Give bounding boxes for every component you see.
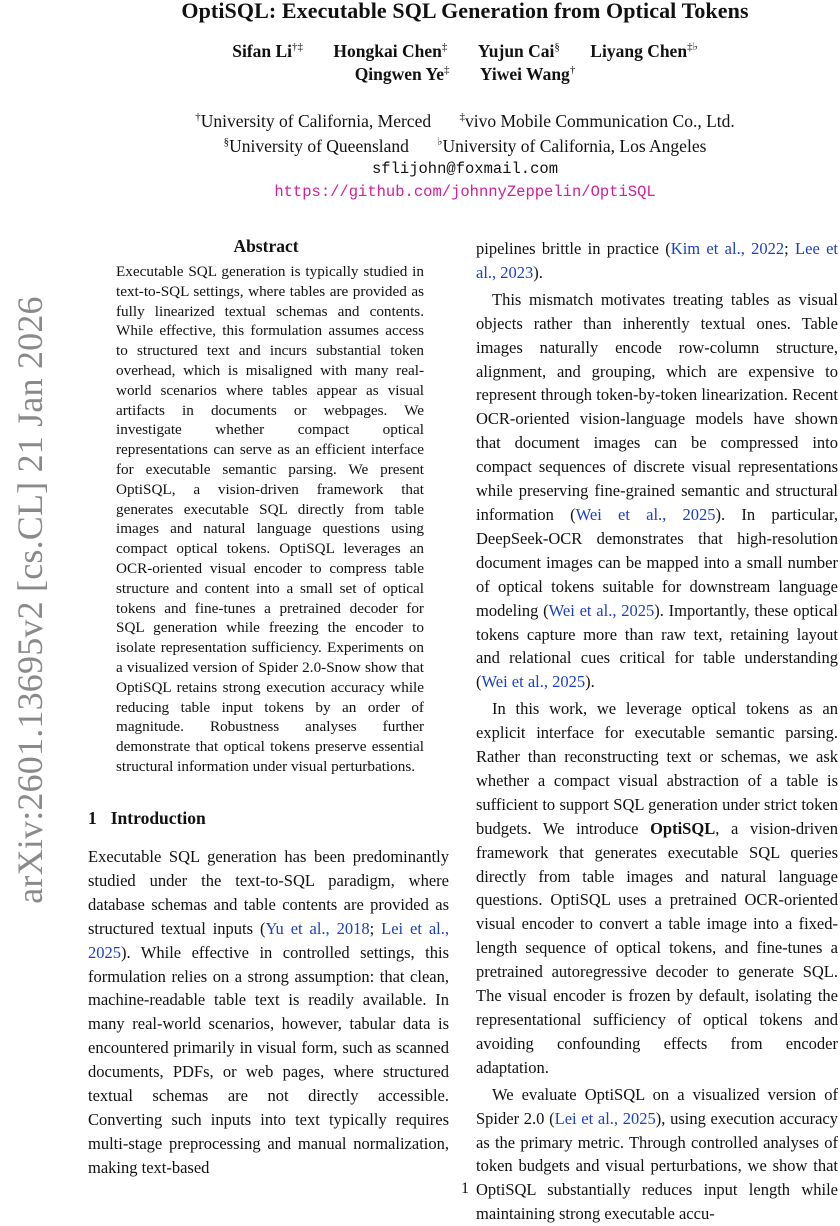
author-email: sflijohn@foxmail.com bbox=[371, 160, 559, 178]
affiliation: †University of California, Merced bbox=[195, 111, 432, 131]
author: Yiwei Wang† bbox=[479, 64, 576, 84]
author: Qingwen Ye‡ bbox=[354, 64, 450, 84]
citation-link[interactable]: Lei et al., 2025 bbox=[554, 1108, 656, 1128]
arxiv-side-stamp: arXiv:2601.13695v2 [cs.CL] 21 Jan 2026 bbox=[10, 296, 50, 904]
abstract-heading: Abstract bbox=[233, 236, 299, 256]
affiliation: ‡vivo Mobile Communication Co., Ltd. bbox=[459, 111, 735, 131]
author: Liyang Chen‡♭ bbox=[590, 40, 698, 61]
author: Yujun Cai§ bbox=[477, 40, 560, 61]
intro-paragraph-2: This mismatch motivates treating tables as visual objects rather than inherently textual ones. Table images naturally encode row-column structure, alignment, and grouping, which are expensive to represent through token-by-token linearization. Recent OCR-oriented vision-language models have shown that document images can be compressed into compact sequences of discrete visual representations while preserving fine-grained semantic and structural information (Wei et al., 2025). In particular, DeepSeek-OCR demonstrates that high-resolution document images can be mapped into a small number of optical tokens suitable for downstream language modeling (Wei et al., 2025). Importantly, these optical tokens capture more than raw text, retaining layout and relational cues critical for table understanding (Wei et al., 2025). bbox=[476, 289, 838, 692]
citation-link[interactable]: Wei et al., 2025 bbox=[548, 600, 655, 620]
intro-paragraph-4: We evaluate OptiSQL on a visualized version of Spider 2.0 (Lei et al., 2025), using execution accuracy as the primary metric. Through controlled analyses of token budgets and visual perturbations, we show that OptiSQL substantially reduces input length while maintaining strong executable accu- bbox=[476, 1084, 838, 1224]
affiliation: ♭University of California, Los Angeles bbox=[437, 135, 707, 156]
citation-link[interactable]: Wei et al., 2025 bbox=[575, 504, 716, 524]
section-number: 1 bbox=[88, 808, 97, 828]
citation-link[interactable]: Kim et al., 2022 bbox=[670, 239, 785, 258]
page-number: 1 bbox=[461, 1180, 469, 1197]
citation-link[interactable]: Lei et al., 2025 bbox=[88, 918, 449, 962]
right-column bbox=[476, 237, 838, 1226]
affiliation-line-1 bbox=[0, 111, 840, 132]
intro-paragraph-1-continued: pipelines brittle in practice (Kim et al., 2022; Lee et al., 2023). bbox=[476, 239, 838, 282]
affiliation: §University of Queensland bbox=[223, 135, 409, 156]
citation-link[interactable]: Wei et al., 2025 bbox=[481, 672, 586, 692]
citation-link[interactable]: Yu et al., 2018 bbox=[265, 918, 370, 938]
repo-link[interactable]: https://github.com/johnnyZeppelin/OptiSQL bbox=[274, 183, 656, 201]
method-name: OptiSQL bbox=[650, 818, 716, 838]
author: Sifan Li†‡ bbox=[232, 40, 304, 61]
citation-link[interactable]: Lee et al., 2023 bbox=[476, 239, 838, 282]
section-title: Introduction bbox=[110, 808, 206, 828]
affiliation-line-2 bbox=[0, 135, 840, 157]
intro-paragraph-3: In this work, we leverage optical tokens as an explicit interface for executable semantic parsing. Rather than reconstructing text or schemas, we ask whether a compact visual abstraction of a table is sufficient to support SQL generation under strict token budgets. We introduce OptiSQL, a vision-driven framework that generates executable SQL queries directly from table images and natural language questions. OptiSQL uses a pretrained OCR-oriented visual encoder to convert a table image into a fixed-length sequence of optical tokens, and fine-tunes a pretrained autoregressive decoder to generate SQL. The visual encoder is frozen by default, isolating the representational sufficiency of optical tokens and avoiding confounding effects from encoder adaptation. bbox=[476, 699, 839, 1077]
intro-paragraph-1: Executable SQL generation has been predominantly studied under the text-to-SQL paradigm, where database schemas and table contents are provided as structured textual inputs (Yu et al., 2018; Lei et al., 2025). While effective in controlled settings, this formulation relies on a strong assumption: that clean, machine-readable table text is readily available. In many real-world scenarios, however, tabular data is encountered primarily in visual form, such as scanned documents, PDFs, or web pages, where structured textual schemas are not directly accessible. Converting such inputs into text typically requires multi-stage preprocessing and manual normalization, making text-based bbox=[88, 847, 449, 1177]
author-line-2 bbox=[0, 64, 840, 85]
abstract-body: Executable SQL generation is typically studied in text-to-SQL settings, where tables are provided as fully linearized textual schemas and contents. While effective, this formulation assumes access to structured text and incurs substantial token overhead, which is misaligned with many real-world scenarios where tables appear as visual artifacts in documents or webpages. We investigate whether compact optical representations can serve as an efficient interface for executable semantic parsing. We present OptiSQL, a vision-driven framework that generates executable SQL directly from table images and natural language questions using compact optical tokens. OptiSQL leverages an OCR-oriented visual encoder to compress table structure and content into a small set of optical tokens and fine-tunes a pretrained decoder for SQL generation while freezing the encoder to isolate representation sufficiency. Experiments on a visualized version of Spider 2.0-Snow show that OptiSQL retains strong execution accuracy while reducing table input tokens by an order of magnitude. Robustness analyses further demonstrate that optical tokens preserve essential structural information under visual perturbations. bbox=[116, 263, 424, 775]
author: Hongkai Chen‡ bbox=[333, 40, 448, 61]
author-line-1 bbox=[0, 40, 840, 62]
paper-title: OptiSQL: Executable SQL Generation from Optical Tokens bbox=[181, 0, 749, 23]
section-heading-introduction bbox=[88, 808, 206, 829]
